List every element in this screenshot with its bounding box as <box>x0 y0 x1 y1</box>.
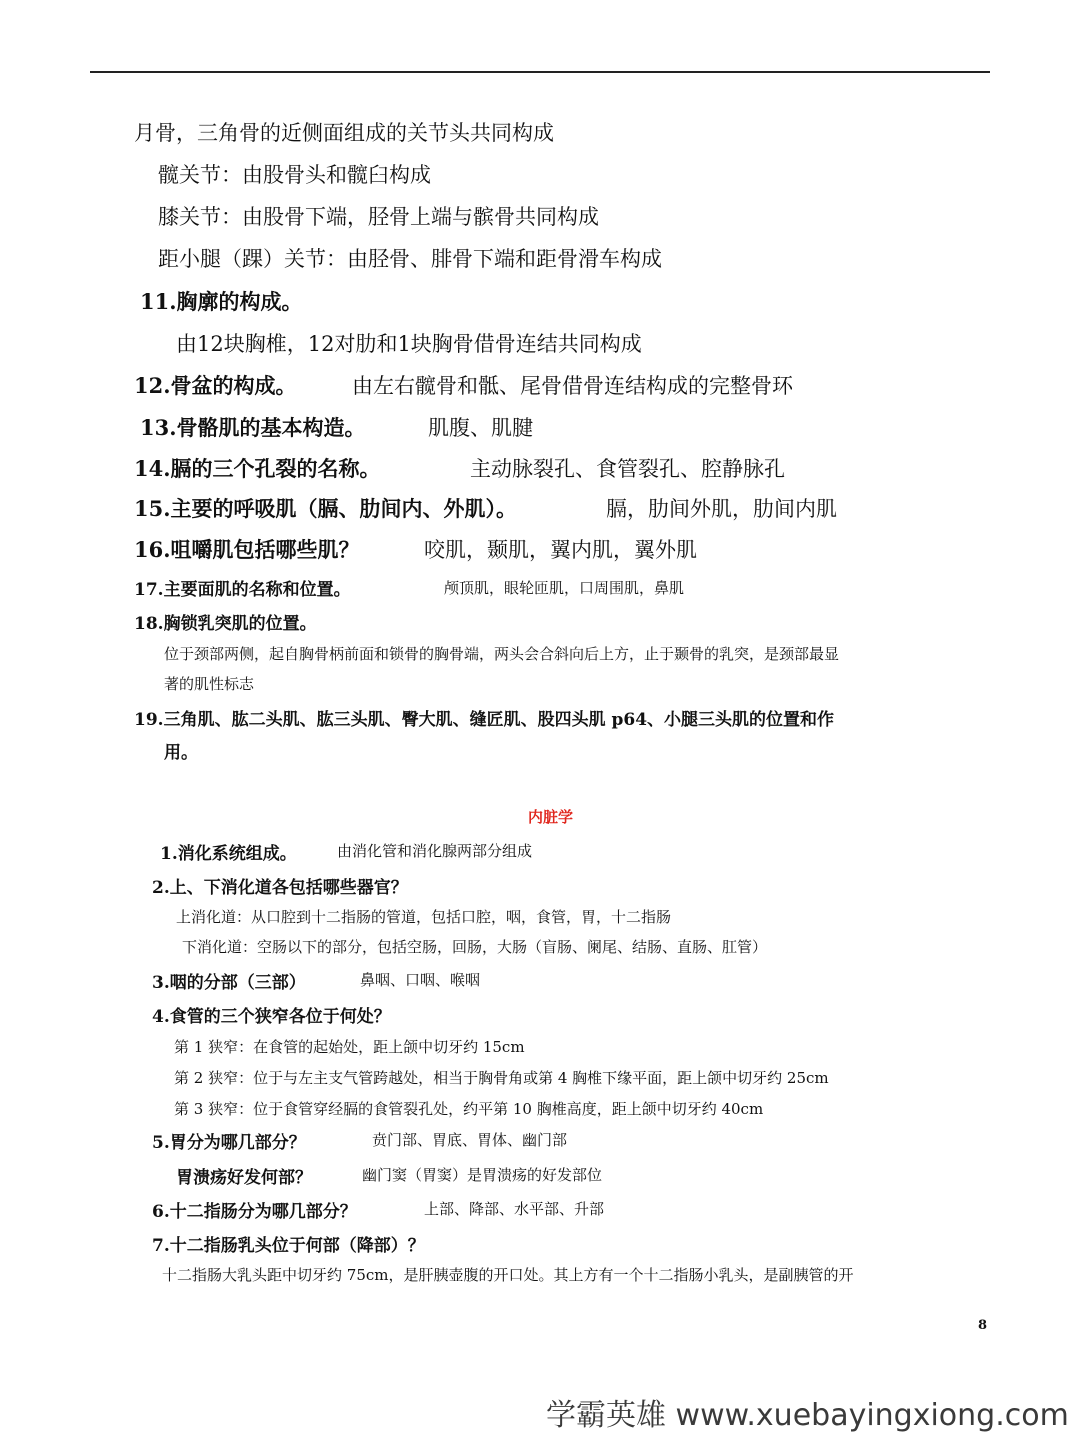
viscera-question-5: 5.胃分为哪几部分？ <box>152 1133 306 1153</box>
question-17: 17.主要面肌的名称和位置。 <box>134 580 351 600</box>
viscera-question-5b: 胃溃疡好发何部？ <box>176 1168 312 1188</box>
answer-13: 肌腹、肌腱 <box>428 416 533 440</box>
text-line: 月骨，三角骨的近侧面组成的关节头共同构成 <box>134 121 554 145</box>
viscera-question-2: 2.上、下消化道各包括哪些器官？ <box>152 878 408 898</box>
answer-15: 膈，肋间外肌，肋间内肌 <box>606 497 837 521</box>
text-line: 髋关节：由股骨头和髋臼构成 <box>158 163 431 187</box>
viscera-question-6: 6.十二指肠分为哪几部分？ <box>152 1202 357 1222</box>
answer-18-cont: 著的肌性标志 <box>164 675 255 693</box>
question-13: 13.骨骼肌的基本构造。 <box>140 415 366 440</box>
question-18: 18.胸锁乳突肌的位置。 <box>134 614 317 634</box>
watermark: 学霸英雄 www.xuebayingxiong.com <box>546 1398 1069 1433</box>
question-16: 16.咀嚼肌包括哪些肌？ <box>134 537 360 562</box>
section-title: 内脏学 <box>528 808 574 826</box>
question-11: 11.胸廓的构成。 <box>140 289 303 314</box>
viscera-answer-4a: 第 1 狭窄：在食管的起始处，距上颌中切牙约 15cm <box>174 1038 525 1056</box>
viscera-question-7: 7.十二指肠乳头位于何部（降部）？ <box>152 1236 425 1256</box>
viscera-answer-2a: 上消化道：从口腔到十二指肠的管道，包括口腔，咽，食管，胃，十二指肠 <box>176 908 672 926</box>
text-line: 距小腿（踝）关节：由胫骨、腓骨下端和距骨滑车构成 <box>158 247 662 271</box>
header-rule <box>90 71 990 73</box>
text-line: 膝关节：由股骨下端，胫骨上端与髌骨共同构成 <box>158 205 599 229</box>
viscera-answer-4b: 第 2 狭窄：位于与左主支气管跨越处，相当于胸骨角或第 4 胸椎下缘平面，距上颌中切牙约 25cm <box>174 1069 829 1087</box>
viscera-question-4: 4.食管的三个狭窄各位于何处？ <box>152 1007 391 1027</box>
answer-18: 位于颈部两侧，起自胸骨柄前面和锁骨的胸骨端，两头会合斜向后上方，止于颞骨的乳突，是颈部最显 <box>164 645 840 663</box>
viscera-answer-1: 由消化管和消化腺两部分组成 <box>337 842 533 860</box>
question-15: 15.主要的呼吸肌（膈、肋间内、外肌）。 <box>134 496 518 521</box>
viscera-answer-7: 十二指肠大乳头距中切牙约 75cm，是肝胰壶腹的开口处。其上方有一个十二指肠小乳头，是副胰管的开 <box>162 1266 854 1284</box>
answer-12: 由左右髋骨和骶、尾骨借骨连结构成的完整骨环 <box>352 374 793 398</box>
viscera-answer-6: 上部、降部、水平部、升部 <box>424 1200 605 1218</box>
answer-16: 咬肌，颞肌，翼内肌，翼外肌 <box>424 538 697 562</box>
viscera-question-1: 1.消化系统组成。 <box>160 844 297 864</box>
viscera-answer-4c: 第 3 狭窄：位于食管穿经膈的食管裂孔处，约平第 10 胸椎高度，距上颌中切牙约 40cm <box>174 1100 764 1118</box>
answer-14: 主动脉裂孔、食管裂孔、腔静脉孔 <box>470 457 785 481</box>
question-14: 14.膈的三个孔裂的名称。 <box>134 456 381 481</box>
answer-17: 颅顶肌，眼轮匝肌，口周围肌，鼻肌 <box>444 579 685 597</box>
answer-11: 由12块胸椎，12对肋和1块胸骨借骨连结共同构成 <box>176 332 642 356</box>
viscera-answer-5: 贲门部、胃底、胃体、幽门部 <box>372 1131 568 1149</box>
question-19-cont: 用。 <box>164 743 198 763</box>
viscera-question-3: 3.咽的分部（三部） <box>152 973 306 993</box>
viscera-answer-3: 鼻咽、口咽、喉咽 <box>360 971 481 989</box>
viscera-answer-2b: 下消化道：空肠以下的部分，包括空肠，回肠，大肠（盲肠、阑尾、结肠、直肠、肛管） <box>182 938 768 956</box>
viscera-answer-5b: 幽门窦（胃窦）是胃溃疡的好发部位 <box>362 1166 603 1184</box>
page-number: 8 <box>978 1318 988 1333</box>
question-12: 12.骨盆的构成。 <box>134 373 297 398</box>
question-19: 19.三角肌、肱二头肌、肱三头肌、臀大肌、缝匠肌、股四头肌 p64、小腿三头肌的位置和作 <box>134 710 835 730</box>
